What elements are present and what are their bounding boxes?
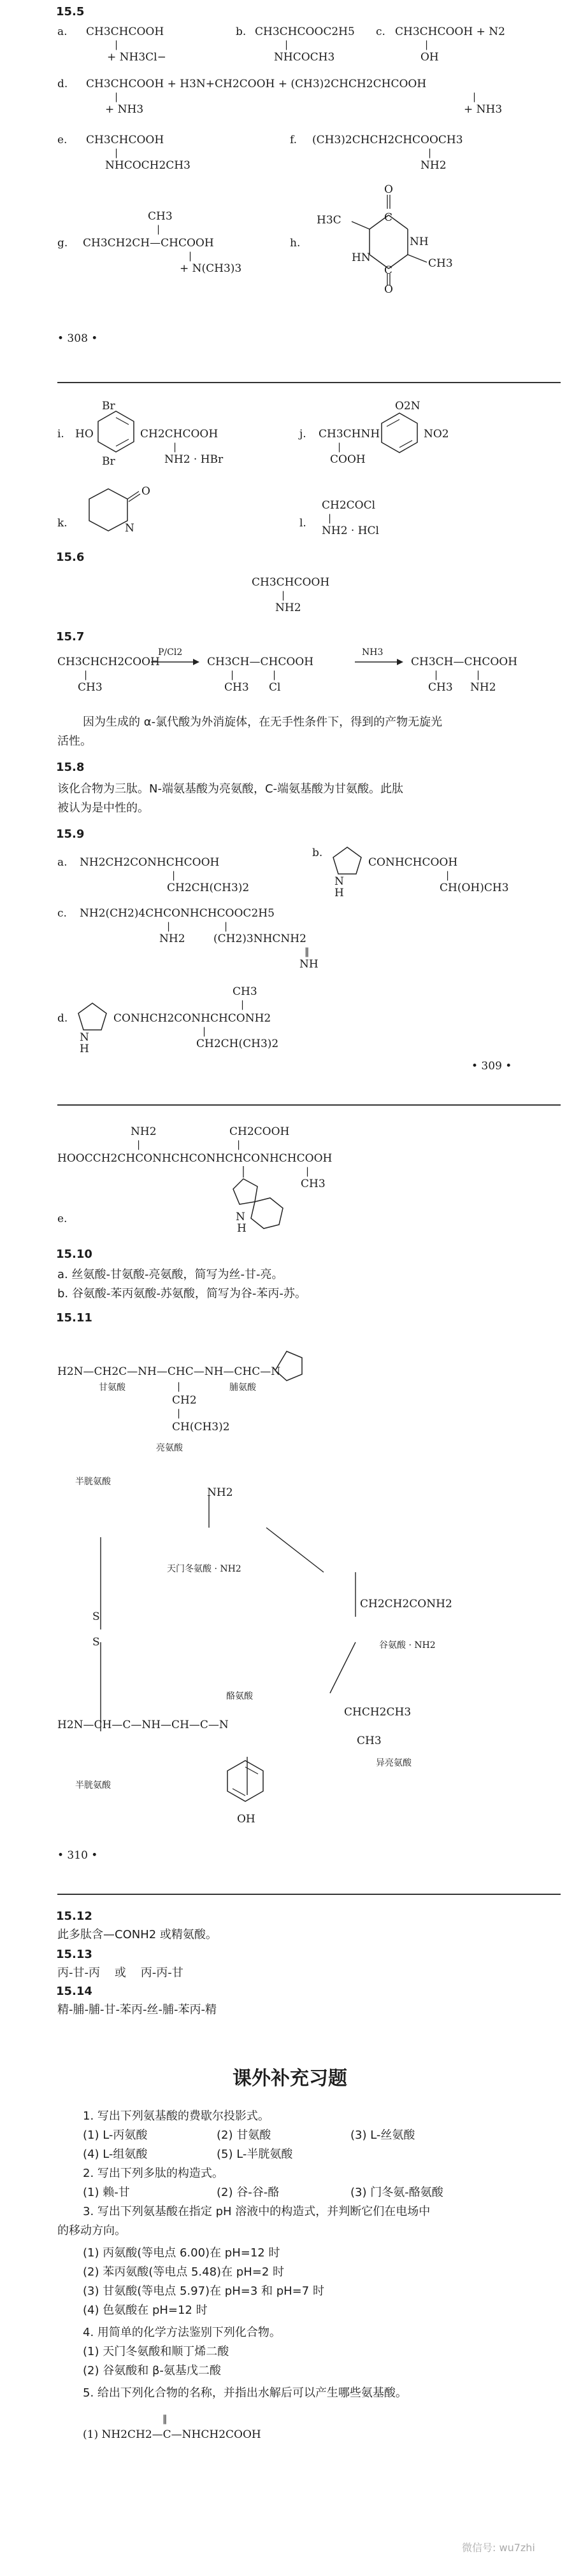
bond: | [338, 441, 341, 453]
bond: | [115, 147, 118, 158]
residue-label: 半胱氨酸 [75, 1477, 111, 1487]
item-tag: b. [236, 25, 247, 38]
atom-label: H [237, 1222, 247, 1235]
page-divider [57, 382, 561, 383]
atom-label: HN [352, 251, 371, 264]
formula-line: NH2(CH2)4CHCONHCHCOOC2H5 [80, 907, 275, 920]
benzene-ring [376, 411, 424, 455]
formula-substituent: CH3 [148, 210, 173, 223]
atom-label: S [92, 1636, 100, 1649]
item-tag: g. [57, 237, 68, 250]
cyclic-peptide-bonds [56, 1477, 502, 1833]
formula-substituent: + NH3 [105, 103, 144, 116]
formula-substituent: (CH2)3NHCNH2 [213, 933, 306, 945]
question-3-option: (1) 丙氨酸(等电点 6.00)在 pH=12 时 [83, 2246, 280, 2260]
item-tag: a. [57, 856, 68, 869]
residue-label: 谷氨酸 · NH2 [379, 1640, 436, 1650]
benzene-ring [92, 407, 140, 458]
question-1-option: (2) 甘氨酸 [217, 2129, 271, 2142]
formula-line: NH2CH2CONHCHCOOH [80, 856, 220, 869]
question-5-option: (1) NH2CH2—C—NHCH2COOH [83, 2428, 261, 2441]
item-tag: h. [290, 237, 301, 250]
bond: ‖ [162, 2413, 168, 2425]
bond: | [282, 589, 285, 601]
section-15-11-label: 15.11 [56, 1311, 92, 1325]
atom-label: NO2 [424, 428, 449, 440]
answer-text: a. 丝氨酸-甘氨酸-亮氨酸，简写为丝-甘-亮。 [57, 1268, 284, 1281]
bond: | [285, 39, 289, 50]
bond: | [231, 669, 234, 680]
formula-substituent: CH2CH(CH3)2 [167, 882, 250, 894]
bond: | [224, 920, 228, 932]
formula-substituent: CH2COOH [229, 1125, 290, 1138]
formula-substituent: NH2 [207, 1486, 233, 1499]
item-tag: c. [57, 907, 67, 920]
item-tag: j. [299, 428, 306, 440]
explanation-text: 该化合物为三肽。N-端氨基酸为亮氨酸，C-端氨基酸为甘氨酸。此肽 [57, 782, 404, 796]
formula-substituent: + NH3Cl− [107, 51, 166, 64]
formula-line: CH2COCl [322, 499, 376, 512]
explanation-text: 被认为是中性的。 [57, 801, 149, 815]
reaction-arrow [150, 656, 201, 668]
page-number: • 310 • [57, 1849, 98, 1862]
formula-line: CONHCH2CONHCHCONH2 [113, 1012, 271, 1025]
formula-substituent: CH3 [224, 681, 249, 694]
answer-text: 精-脯-脯-甘-苯丙-丝-脯-苯丙-精 [57, 2003, 217, 2016]
atom-label: O [384, 183, 393, 196]
side-chain: CH2CH2CONH2 [360, 1598, 452, 1610]
formula-line: CH2CHCOOH [140, 428, 219, 440]
bond: | [137, 1139, 141, 1150]
bond: | [328, 512, 332, 524]
section-15-9-label: 15.9 [56, 827, 85, 841]
residue-label: 甘氨酸 [99, 1383, 126, 1393]
atom-label: Br [102, 400, 115, 412]
page-divider [57, 1894, 561, 1895]
question-3-option: (4) 色氨酸在 pH=12 时 [83, 2304, 208, 2317]
product: CH3CH—CHCOOH [411, 656, 518, 668]
formula-substituent: NH2 [159, 933, 185, 945]
bond: | [172, 869, 176, 881]
section-15-14-label: 15.14 [56, 1985, 92, 1998]
formula-line: CH3CHCOOH [86, 25, 164, 38]
item-tag: k. [57, 517, 68, 530]
bond: | [241, 999, 245, 1010]
formula-substituent: CH3 [428, 681, 453, 694]
lactam-ring [83, 484, 147, 541]
question-1-option: (3) L-丝氨酸 [350, 2129, 415, 2142]
formula-substituent: + N(CH3)3 [180, 262, 242, 275]
item-tag: f. [290, 134, 298, 146]
atom-label: O [141, 485, 150, 498]
atom-label: CH3 [428, 257, 453, 270]
bond: | [203, 1025, 206, 1037]
formula-line: CH3CHCOOC2H5 [255, 25, 355, 38]
formula-substituent: NH2 · HCl [322, 524, 379, 537]
formula-substituent: NHCOCH2CH3 [105, 159, 190, 172]
question-1-option: (5) L-半胱氨酸 [217, 2148, 293, 2161]
side-chain: CH(CH3)2 [172, 1421, 230, 1433]
residue-label: 脯氨酸 [229, 1383, 256, 1393]
formula-line: (CH3)2CHCH2CHCOOCH3 [312, 134, 463, 146]
formula-line: CH3CHCOOH [86, 134, 164, 146]
formula-substituent: CH3 [301, 1178, 326, 1190]
question-3-cont: 的移动方向。 [57, 2224, 126, 2237]
atom-label: NH [410, 236, 429, 248]
answer-text: 丙-甘-丙 或 丙-丙-甘 [57, 1966, 183, 1980]
atom-label: C [384, 211, 393, 224]
section-15-6-label: 15.6 [56, 551, 85, 564]
formula-line: CONHCHCOOH [368, 856, 458, 869]
bond: | [115, 91, 118, 102]
question-2-option: (3) 门冬氨-酪氨酸 [350, 2186, 443, 2199]
formula-substituent: + NH3 [464, 103, 503, 116]
question-2-option: (1) 赖-甘 [83, 2186, 130, 2199]
bond: | [434, 669, 438, 680]
bond: | [237, 1139, 241, 1150]
formula-substituent: NHCOCH3 [274, 51, 335, 64]
item-tag: e. [57, 1213, 68, 1225]
item-tag: e. [57, 134, 68, 146]
page-divider [57, 1104, 561, 1106]
atom-label: OH [237, 1813, 255, 1826]
explanation-text: 活性。 [57, 735, 92, 748]
question-4-option: (1) 天门冬氨酸和顺丁烯二酸 [83, 2345, 229, 2358]
residue-label: 半胱氨酸 [75, 1780, 111, 1791]
bond: | [157, 223, 161, 235]
formula-substituent: CH2CH(CH3)2 [196, 1038, 279, 1050]
question-5: 5. 给出下列化合物的名称，并指出水解后可以产生哪些氨基酸。 [83, 2386, 407, 2400]
peptide-backbone: H2N—CH—C—NH—CH—C—N [57, 1719, 229, 1731]
formula-substituent: NH [299, 958, 319, 971]
section-15-13-label: 15.13 [56, 1948, 92, 1961]
item-tag: c. [376, 25, 385, 38]
question-2-option: (2) 谷-谷-酪 [217, 2186, 280, 2199]
question-4-option: (2) 谷氨酸和 β-氨基戊二酸 [83, 2364, 221, 2377]
question-3-option: (3) 甘氨酸(等电点 5.97)在 pH=3 和 pH=7 时 [83, 2284, 324, 2298]
formula-substituent: NH2 [470, 681, 496, 694]
item-tag: b. [312, 847, 323, 859]
formula-line: CH3CHCOOH + H3N+CH2COOH + (CH3)2CHCH2CHCOOH [86, 78, 427, 90]
answer-text: 此多肽含—CONH2 或精氨酸。 [57, 1928, 217, 1941]
section-15-10-label: 15.10 [56, 1248, 92, 1261]
formula-substituent: OH [420, 51, 439, 64]
formula-substituent: COOH [330, 453, 366, 466]
bond: | [477, 669, 480, 680]
atom-label: O2N [395, 400, 420, 412]
bond: | [177, 1381, 181, 1392]
atom-label: N [236, 1211, 245, 1223]
watermark: 微信号: wu7zhi [462, 2542, 535, 2554]
question-1-option: (4) L-组氨酸 [83, 2148, 148, 2161]
side-chain: CH3 [357, 1735, 382, 1747]
pyrrolidine-ring [73, 999, 111, 1038]
atom-label: N [80, 1031, 89, 1044]
section-15-8-label: 15.8 [56, 761, 85, 774]
atom-label: O [384, 283, 393, 296]
page-number: • 308 • [57, 332, 98, 345]
question-1-option: (1) L-丙氨酸 [83, 2129, 148, 2142]
formula-substituent: NH2 [131, 1125, 157, 1138]
bond: ‖ [305, 946, 310, 957]
peptide-backbone: H2N—CH2C—NH—CHC—NH—CHC—N [57, 1365, 281, 1378]
question-4: 4. 用简单的化学方法鉴别下列化合物。 [83, 2326, 281, 2339]
bond: | [473, 91, 477, 102]
bond: | [428, 147, 432, 158]
bond: | [189, 250, 192, 262]
residue-label: 异亮氨酸 [376, 1758, 412, 1768]
residue-label: 酪氨酸 [226, 1691, 253, 1701]
formula-line: CH3CH2CH—CHCOOH [83, 237, 214, 250]
item-tag: a. [57, 25, 68, 38]
formula-substituent: NH2 [420, 159, 447, 172]
question-3-option: (2) 苯丙氨酸(等电点 5.48)在 pH=2 时 [83, 2265, 285, 2279]
item-tag: l. [299, 517, 306, 530]
pyrrolidine-ring [328, 843, 366, 882]
bond: | [446, 869, 450, 881]
formula-substituent: CH3 [78, 681, 103, 694]
reagent: NH3 [362, 647, 384, 658]
atom-label: N [125, 522, 134, 535]
question-1: 1. 写出下列氨基酸的费歇尔投影式。 [83, 2109, 269, 2123]
side-chain: CHCH2CH3 [344, 1706, 412, 1719]
formula-line: CH3CHCOOH + N2 [395, 25, 505, 38]
atom-label: H [80, 1043, 89, 1055]
atom-label: HO [75, 428, 94, 440]
side-chain: CH2 [172, 1394, 197, 1407]
bond: | [306, 1165, 310, 1177]
intermediate: CH3CH—CHCOOH [207, 656, 314, 668]
atom-label: C [384, 264, 393, 277]
bond: | [177, 1407, 181, 1419]
reagent: P/Cl2 [158, 647, 183, 658]
formula-substituent: CH3 [233, 985, 257, 998]
section-15-12-label: 15.12 [56, 1910, 92, 1923]
bond: | [115, 39, 118, 50]
item-tag: d. [57, 78, 68, 90]
atom-label: H3C [317, 214, 341, 227]
section-15-5-label: 15.5 [56, 5, 85, 18]
question-2: 2. 写出下列多肽的构造式。 [83, 2167, 224, 2180]
atom-label: Br [102, 455, 115, 468]
residue-label: 天门冬氨酸 · NH2 [167, 1564, 241, 1574]
formula-substituent: NH2 · HBr [164, 453, 224, 466]
formula-line: CH3CHCOOH [252, 576, 330, 589]
atom-label: S [92, 1610, 100, 1623]
reactant: CH3CHCH2COOH [57, 656, 160, 668]
bond: | [173, 441, 177, 453]
atom-label: N [334, 875, 344, 888]
section-15-7-label: 15.7 [56, 630, 85, 644]
explanation-text: 因为生成的 α-氯代酸为外消旋体，在无手性条件下，得到的产物无旋光 [83, 715, 443, 729]
question-3: 3. 写出下列氨基酸在指定 pH 溶液中的构造式，并判断它们在电场中 [83, 2205, 431, 2218]
bond: | [273, 669, 276, 680]
atom-label: H [334, 887, 344, 899]
bond: | [425, 39, 429, 50]
phenol-ring [220, 1757, 271, 1808]
page-number: • 309 • [471, 1060, 512, 1073]
bond: | [167, 920, 171, 932]
supplementary-title: 课外补充习题 [233, 2067, 347, 2090]
item-tag: d. [57, 1012, 68, 1025]
reaction-arrow [354, 656, 405, 668]
formula-substituent: Cl [269, 681, 281, 694]
bond: | [84, 669, 88, 680]
item-tag: i. [57, 428, 64, 440]
formula-line: CH3CHNH [319, 428, 380, 440]
formula-line: HOOCCH2CHCONHCHCONHCHCONHCHCOOH [57, 1152, 333, 1165]
formula-substituent: CH(OH)CH3 [440, 882, 509, 894]
answer-text: b. 谷氨酸-苯丙氨酸-苏氨酸，简写为谷-苯丙-苏。 [57, 1287, 306, 1300]
residue-label: 亮氨酸 [156, 1443, 183, 1453]
proline-ring [268, 1346, 312, 1384]
formula-substituent: NH2 [275, 602, 301, 614]
